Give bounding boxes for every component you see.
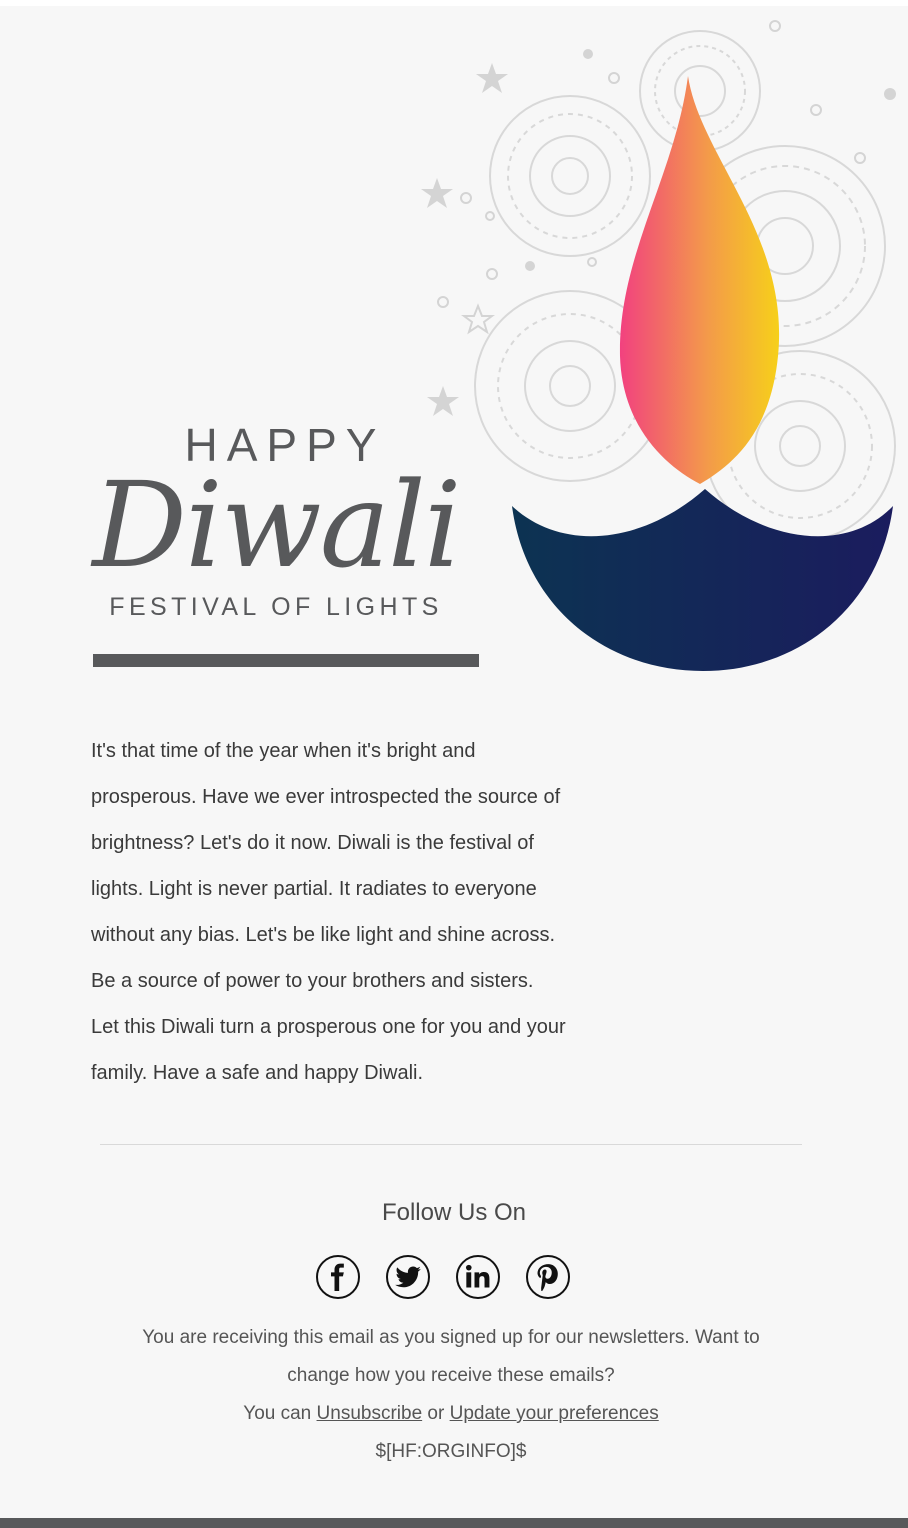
message-line: without any bias. Let's be like light and shine across. <box>91 924 556 946</box>
footer-line: You are receiving this email as you signed up for our newsletters. Want to <box>142 1327 760 1348</box>
title-underline <box>93 654 479 667</box>
pinterest-icon <box>534 1263 562 1291</box>
greeting-title <box>60 420 492 622</box>
message-line: brightness? Let's do it now. Diwali is the festival of <box>91 832 534 854</box>
lamp-bowl-icon <box>512 489 893 671</box>
message-line: family. Have a safe and happy Diwali. <box>91 1062 424 1084</box>
follow-heading: Follow Us On <box>381 1199 527 1226</box>
linkedin-icon <box>464 1263 492 1291</box>
message-line: Let this Diwali turn a prosperous one for you and your <box>91 1016 566 1038</box>
flame-icon <box>620 76 779 484</box>
linkedin-link[interactable] <box>456 1255 500 1299</box>
diwali-hero-banner <box>0 6 908 696</box>
section-divider <box>100 1144 802 1145</box>
diwali-text: Diwali <box>92 456 460 594</box>
footer-you-can: You can <box>243 1403 312 1424</box>
pinterest-link[interactable] <box>526 1255 570 1299</box>
footer-bar <box>0 1518 908 1528</box>
update-preferences-link[interactable]: Update your preferences <box>449 1403 659 1424</box>
footer <box>100 1319 802 1471</box>
facebook-icon <box>324 1263 352 1291</box>
social-links <box>316 1255 586 1303</box>
message-line: lights. Light is never partial. It radiates to everyone <box>91 878 537 900</box>
message-line: prosperous. Have we ever introspected the source of <box>91 786 561 808</box>
happy-text: HAPPY <box>184 419 386 471</box>
footer-or: or <box>427 1403 445 1424</box>
unsubscribe-link[interactable]: Unsubscribe <box>316 1403 423 1424</box>
facebook-link[interactable] <box>316 1255 360 1299</box>
footer-line: change how you receive these emails? <box>287 1365 615 1386</box>
message-line: It's that time of the year when it's bright and <box>91 740 476 762</box>
email-body <box>0 6 908 1528</box>
org-info: $[HF:ORGINFO]$ <box>375 1441 527 1462</box>
twitter-icon <box>394 1263 422 1291</box>
festival-text: FESTIVAL OF LIGHTS <box>109 593 443 621</box>
twitter-link[interactable] <box>386 1255 430 1299</box>
message-line: Be a source of power to your brothers and sisters. <box>91 970 534 992</box>
message-body <box>91 728 631 1096</box>
footer-links-line <box>100 1395 802 1433</box>
